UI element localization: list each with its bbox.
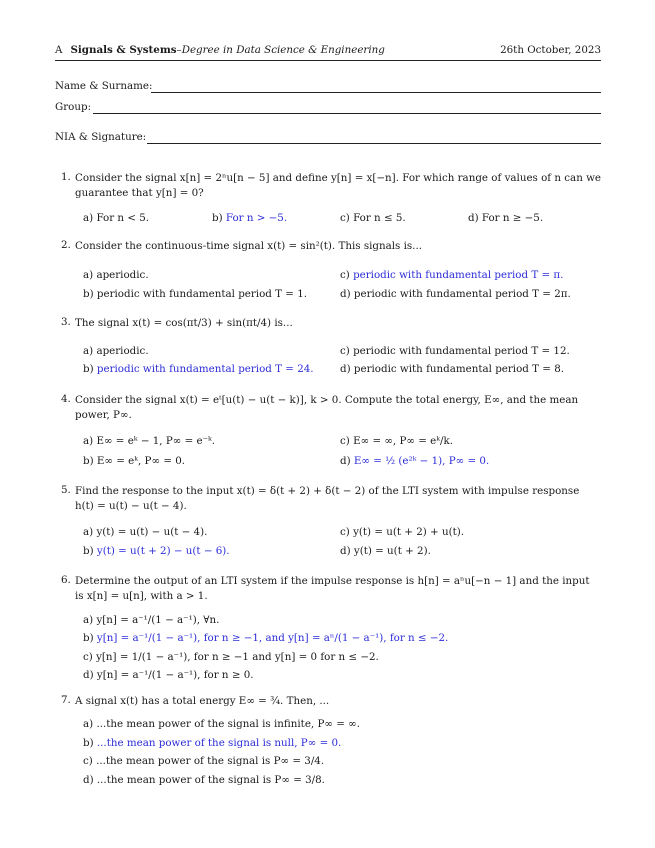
- question-text: Consider the signal x(t) = eᵗ[u(t) − u(t − k)], k > 0. Compute the total energy, E∞, and the mean power, P∞.: [75, 394, 579, 421]
- q6-option-a[interactable]: a) y[n] = a⁻¹/(1 − a⁻¹), ∀n.: [83, 614, 220, 626]
- page-header: [55, 44, 601, 60]
- question-number: 1.: [61, 171, 71, 183]
- q5-option-c[interactable]: c) y(t) = u(t + 2) + u(t).: [340, 526, 465, 538]
- q2-option-b[interactable]: b) periodic with fundamental period T = 1.: [83, 288, 308, 300]
- program-name: –Degree in Data Science & Engineering: [176, 44, 385, 56]
- q1-option-a[interactable]: a) For n < 5.: [83, 212, 150, 224]
- q5-option-b[interactable]: b) y(t) = u(t + 2) − u(t − 6).: [83, 545, 230, 557]
- q4-option-d[interactable]: d) E∞ = ½ (e²ᵏ − 1), P∞ = 0.: [340, 455, 490, 467]
- q7-option-d[interactable]: d) ...the mean power of the signal is P∞ = 3/8.: [83, 774, 325, 786]
- nia-line: [147, 143, 601, 144]
- question-2: [55, 239, 601, 254]
- q6-option-d[interactable]: d) y[n] = a⁻¹/(1 − a⁻¹), for n ≥ 0.: [83, 669, 254, 681]
- question-number: 4.: [61, 393, 71, 405]
- q7-option-a[interactable]: a) ...the mean power of the signal is infinite, P∞ = ∞.: [83, 718, 360, 730]
- q4-option-b[interactable]: b) E∞ = eᵏ, P∞ = 0.: [83, 455, 186, 467]
- q7-option-b[interactable]: b) ...the mean power of the signal is null, P∞ = 0.: [83, 737, 342, 749]
- question-text: A signal x(t) has a total energy E∞ = ¾. Then, ...: [75, 695, 330, 707]
- q3-option-c[interactable]: c) periodic with fundamental period T = 12.: [340, 345, 570, 357]
- q5-option-a[interactable]: a) y(t) = u(t) − u(t − 4).: [83, 526, 208, 538]
- question-number: 6.: [61, 574, 71, 586]
- name-line: [151, 92, 601, 93]
- nia-field[interactable]: [55, 131, 601, 147]
- q5-option-d[interactable]: d) y(t) = u(t + 2).: [340, 545, 431, 557]
- header-left: [55, 44, 385, 56]
- question-text: The signal x(t) = cos(πt/3) + sin(πt/4) is...: [75, 317, 293, 329]
- q4-option-a[interactable]: a) E∞ = eᵏ − 1, P∞ = e⁻ᵏ.: [83, 435, 216, 447]
- q6-option-c[interactable]: c) y[n] = 1/(1 − a⁻¹), for n ≥ −1 and y[n] = 0 for n ≤ −2.: [83, 651, 379, 663]
- q7-option-c[interactable]: c) ...the mean power of the signal is P∞ = 3/4.: [83, 755, 325, 767]
- question-text: Find the response to the input x(t) = δ(t + 2) + δ(t − 2) of the LTI system with impulse response h(t) = u(t) − u(t − 4).: [75, 485, 580, 512]
- question-7: [55, 694, 601, 709]
- question-text: Determine the output of an LTI system if the impulse response is h[n] = aⁿu[−n − 1] and the input is x[n] = u[n], with a > 1.: [75, 575, 590, 602]
- question-text: Consider the signal x[n] = 2ⁿu[n − 5] and define y[n] = x[−n]. For which range of values of n can we guarantee that y[n] = 0?: [75, 172, 602, 199]
- nia-label: NIA & Signature:: [55, 131, 150, 143]
- q2-option-a[interactable]: a) aperiodic.: [83, 269, 149, 281]
- name-label: Name & Surname:: [55, 80, 156, 92]
- q2-option-d[interactable]: d) periodic with fundamental period T = 2π.: [340, 288, 571, 300]
- q3-option-b[interactable]: b) periodic with fundamental period T = 24.: [83, 363, 314, 375]
- question-number: 7.: [61, 694, 71, 706]
- q2-option-c[interactable]: c) periodic with fundamental period T = π.: [340, 269, 564, 281]
- exam-version: A: [55, 44, 63, 56]
- group-label: Group:: [55, 101, 95, 113]
- question-number: 3.: [61, 316, 71, 328]
- q3-option-d[interactable]: d) periodic with fundamental period T = 8.: [340, 363, 565, 375]
- q4-option-c[interactable]: c) E∞ = ∞, P∞ = eᵏ/k.: [340, 435, 453, 447]
- question-1: [55, 171, 601, 201]
- question-6: [55, 574, 601, 604]
- question-3: [55, 316, 601, 331]
- q1-option-c[interactable]: c) For n ≤ 5.: [340, 212, 406, 224]
- question-4: [55, 393, 601, 423]
- question-number: 2.: [61, 239, 71, 251]
- question-5: [55, 484, 601, 514]
- question-text: Consider the continuous-time signal x(t) = sin²(t). This signals is...: [75, 240, 423, 252]
- course-title: Signals & Systems: [70, 44, 177, 56]
- q6-option-b[interactable]: b) y[n] = a⁻¹/(1 − a⁻¹), for n ≥ −1, and y[n] = aⁿ/(1 − a⁻¹), for n ≤ −2.: [83, 632, 449, 644]
- group-field[interactable]: [55, 101, 601, 117]
- exam-date: 26th October, 2023: [500, 44, 601, 56]
- q1-option-d[interactable]: d) For n ≥ −5.: [468, 212, 544, 224]
- group-line: [93, 113, 601, 114]
- q3-option-a[interactable]: a) aperiodic.: [83, 345, 149, 357]
- header-rule: [55, 60, 601, 61]
- question-number: 5.: [61, 484, 71, 496]
- name-field[interactable]: [55, 80, 601, 96]
- q1-option-b[interactable]: b) For n > −5.: [212, 212, 288, 224]
